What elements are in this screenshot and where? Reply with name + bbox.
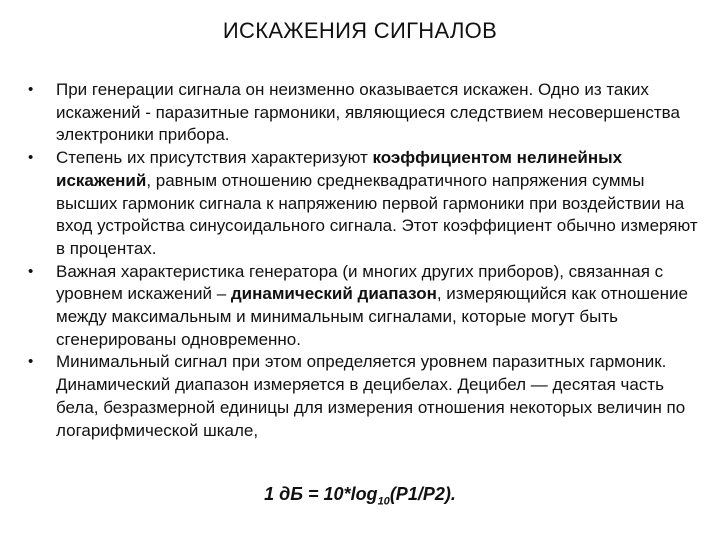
bullet-icon: • (28, 262, 34, 280)
bullet-text: , равным отношению среднеквадратичного напряжения суммы высших гармоник сигнала к напряжению первой гармоники при воздействии на вход устройства синусоидального сигнала. Этот коэффициент обычно измеряют в процентах. (56, 170, 698, 258)
bullet-text: Минимальный сигнал при этом определяется уровнем паразитных гармоник. Динамический диапазон измеряется в децибелах. Децибел — десятая часть бела, безразмерной единицы для измерения отношения некоторых величин по логарифмической шкале, (56, 352, 686, 440)
bullet-text: Важная характеристика генератора (и многих других приборов), связанная с уровнем искажений – (56, 261, 664, 304)
decibel-formula (0, 484, 720, 508)
bullet-list (28, 79, 698, 442)
slide-title: ИСКАЖЕНИЯ СИГНАЛОВ (222, 18, 498, 43)
bullet-icon: • (28, 353, 34, 371)
bullet-item (28, 79, 698, 147)
bullet-item (28, 261, 698, 352)
bullet-text: Степень их присутствия характеризуют (56, 148, 373, 168)
term-dynamic-range: динамический диапазон (230, 284, 437, 304)
bullet-item (28, 147, 698, 261)
bullet-icon: • (28, 81, 34, 98)
bullet-text: , измеряющийся как отношение между максимальным и минимальным сигналами, которые могут быть сгенерированы одновременно. (56, 284, 688, 349)
formula-main: 1 дБ = 10*log (264, 484, 378, 504)
bullet-text: При генерации сигнала он неизменно оказывается искажен. Одно из таких искажений - паразитные гармоники, являющиеся следствием несовершенства электроники прибора. (56, 80, 680, 145)
term-nonlinear-distortion: коэффициентом нелинейных искажений (56, 148, 623, 190)
formula-argument: (P1/P2). (389, 484, 456, 504)
formula-log-base: 10 (377, 495, 390, 508)
bullet-item (28, 351, 698, 442)
bullet-icon: • (28, 149, 34, 167)
